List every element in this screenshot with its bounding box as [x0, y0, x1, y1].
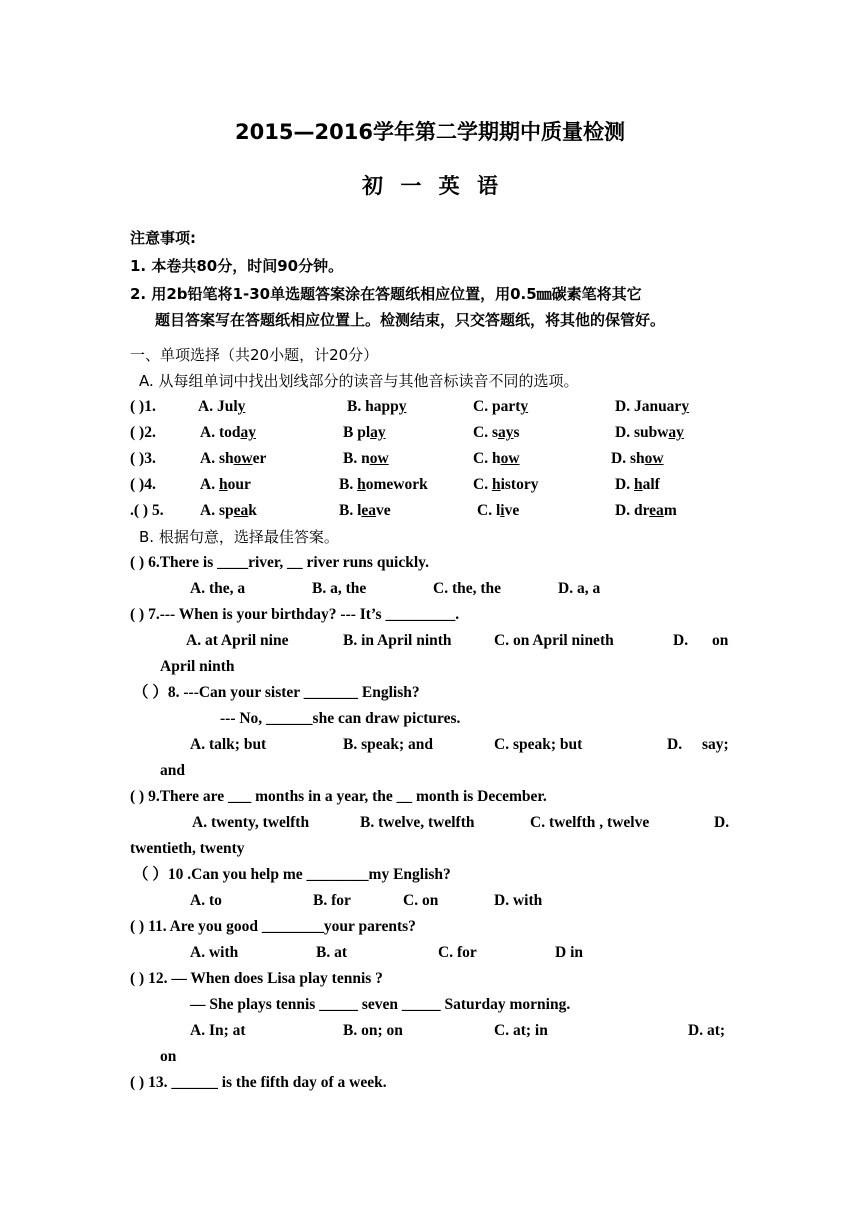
option-b: B. in April ninth: [343, 632, 452, 649]
option-a: A. to: [190, 892, 222, 909]
section-heading: 一、单项选择（共20小题，计20分）: [130, 346, 379, 364]
option-c: C. how: [473, 450, 520, 467]
option-b: B play: [343, 424, 386, 441]
part-a-instruction: A. 从每组单词中找出划线部分的读音与其他音标读音不同的选项。: [139, 372, 579, 390]
question-number: ( )1.: [130, 398, 156, 415]
option-a: A. In; at: [190, 1022, 246, 1039]
option-b: B. twelve, twelfth: [360, 814, 475, 831]
option-c: C. for: [438, 944, 477, 961]
option-a: A. talk; but: [190, 736, 267, 753]
question-7-stem: ( ) 7.--- When is your birthday? --- It’s _________.: [130, 606, 460, 623]
option-a: A. the, a: [190, 580, 246, 597]
question-8-stem: （ ）8. ---Can your sister _______ English?: [133, 684, 420, 701]
option-d-tail: on: [712, 632, 729, 649]
subject-title: 初 一 英 语: [362, 174, 498, 198]
option-c: C. speak; but: [494, 736, 583, 753]
option-b: B. speak; and: [343, 736, 434, 753]
option-c: C. live: [477, 502, 520, 519]
question-number: ( )2.: [130, 424, 156, 441]
option-a: A. at April nine: [186, 632, 289, 649]
option-a: A. shower: [200, 450, 267, 467]
option-a: A. speak: [200, 502, 257, 519]
option-c: C. party: [473, 398, 529, 415]
option-d-tail: say;: [702, 736, 729, 753]
question-13-stem: ( ) 13. ______ is the fifth day of a week.: [130, 1074, 387, 1091]
question-number: ( )3.: [130, 450, 156, 467]
option-b: B. for: [313, 892, 351, 909]
option-a: A. July: [198, 398, 246, 415]
option-c: C. says: [473, 424, 520, 441]
option-d-cont: April ninth: [160, 658, 235, 675]
option-c: C. twelfth , twelve: [530, 814, 650, 831]
question-8-stem-2: --- No, ______she can draw pictures.: [220, 710, 461, 727]
option-d: D. show: [611, 450, 664, 467]
option-c: C. the, the: [433, 580, 502, 597]
question-12-stem: ( ) 12. — When does Lisa play tennis ?: [130, 970, 383, 987]
question-11-stem: ( ) 11. Are you good ________your parents?: [130, 918, 416, 935]
option-c: C. on April nineth: [494, 632, 614, 649]
option-d: D.: [673, 632, 689, 649]
option-d: D.: [714, 814, 730, 831]
notes-item-2-cont: 题目答案写在答题纸相应位置上。检测结束，只交答题纸，将其他的保管好。: [155, 311, 666, 329]
option-c: C. at; in: [494, 1022, 548, 1039]
option-d-cont: and: [160, 762, 185, 779]
option-a: A. hour: [200, 476, 251, 493]
option-a: A. twenty, twelfth: [192, 814, 310, 831]
option-b: B. homework: [339, 476, 428, 493]
notes-item-2: 2. 用2b铅笔将1-30单选题答案涂在答题纸相应位置，用0.5㎜碳素笔将其它: [130, 285, 642, 303]
question-10-stem: （ ）10 .Can you help me ________my English?: [133, 866, 451, 883]
option-b: B. a, the: [312, 580, 367, 597]
option-d: D.: [667, 736, 683, 753]
notes-heading: 注意事项:: [130, 229, 196, 247]
option-a: A. with: [190, 944, 239, 961]
option-b: B. at: [316, 944, 347, 961]
option-b: B. leave: [339, 502, 391, 519]
part-b-instruction: B. 根据句意，选择最佳答案。: [139, 528, 339, 546]
page-title: 2015—2016学年第二学期期中质量检测: [235, 120, 625, 144]
question-number: ( )4.: [130, 476, 156, 493]
option-b: B. on; on: [343, 1022, 403, 1039]
notes-item-1: 1. 本卷共80分，时间90分钟。: [130, 257, 344, 275]
option-d: D. subway: [615, 424, 684, 441]
option-d: D in: [555, 944, 583, 961]
option-d: D. dream: [615, 502, 677, 519]
option-c: C. history: [473, 476, 539, 493]
option-b: B. now: [343, 450, 389, 467]
option-d: D. with: [494, 892, 543, 909]
question-number: .( ) 5.: [130, 502, 164, 519]
question-9-stem: ( ) 9.There are ___ months in a year, the __ month is December.: [130, 788, 547, 805]
question-6-stem: ( ) 6.There is ____river, __ river runs quickly.: [130, 554, 429, 571]
question-12-stem-2: — She plays tennis _____ seven _____ Saturday morning.: [190, 996, 571, 1013]
option-d: D. at;: [688, 1022, 726, 1039]
option-b: B. happy: [347, 398, 407, 415]
option-d: D. January: [615, 398, 690, 415]
option-d-cont: twentieth, twenty: [130, 840, 245, 857]
option-d: D. a, a: [558, 580, 601, 597]
option-d-cont: on: [160, 1048, 177, 1065]
option-c: C. on: [403, 892, 439, 909]
option-a: A. today: [200, 424, 256, 441]
option-d: D. half: [615, 476, 660, 493]
